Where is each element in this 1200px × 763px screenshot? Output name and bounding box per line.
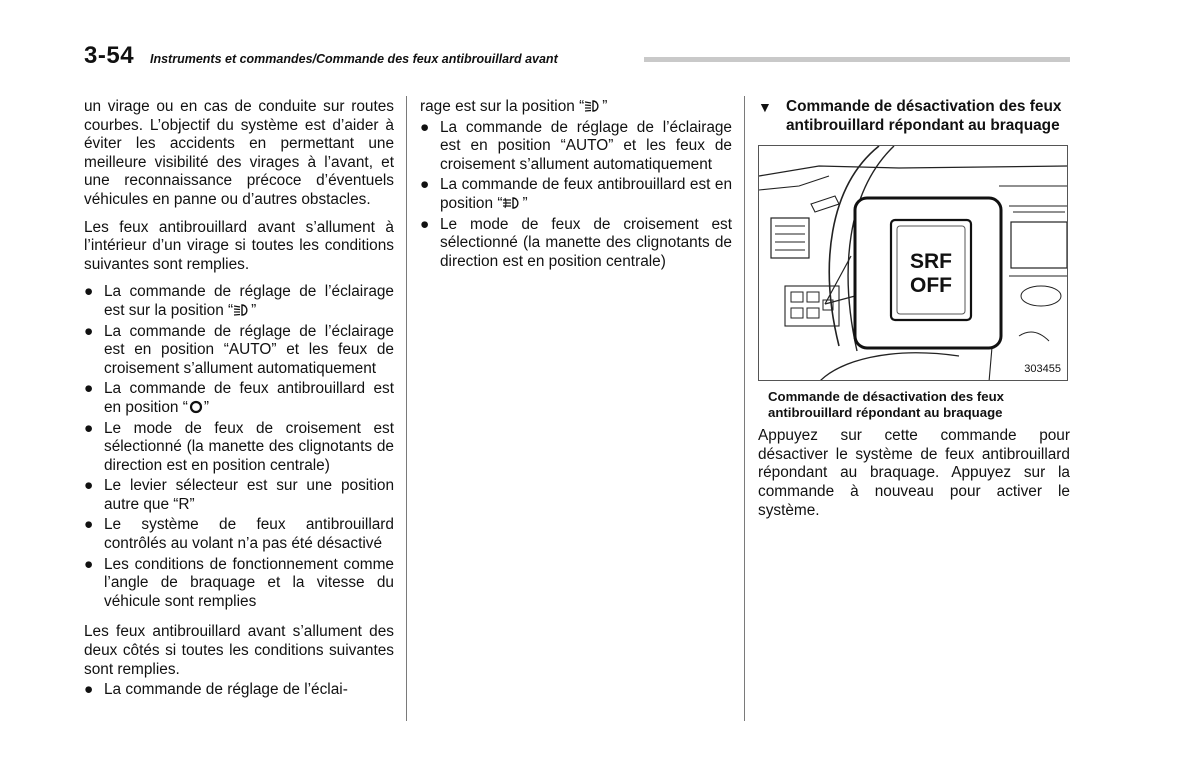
list-item [84,681,394,700]
list-item [420,119,732,175]
column-2 [420,98,732,273]
bullet-icon: ● [84,516,94,534]
list-item-text: Le levier sélecteur est sur une position autre que “R” [104,477,394,513]
list-item-text: La commande de feux antibrouillard est en position “ [104,380,394,416]
heading-text: Commande de désactivation des feux antibrouillard répondant au braquage [786,98,1062,134]
list-item [84,380,394,417]
page-number: 3-54 [84,42,135,69]
list-item [84,516,394,553]
bullet-icon: ● [84,322,94,340]
headlight-symbol-icon [584,99,602,113]
header-rule [644,57,1070,62]
list-item [420,216,732,272]
continuation-text: ” [602,98,608,115]
list-item [84,477,394,514]
list-item-text: La commande de réglage de l’éclairage est en position “AUTO” et les feux de croisement s’allument automatiquement [440,118,732,173]
figure-dashboard-illustration [758,145,1068,381]
headlight-symbol-icon [233,303,251,317]
column-divider-2 [744,96,745,721]
bullet-icon: ● [84,419,94,437]
bullet-icon: ● [420,118,430,136]
continuation-line [420,98,732,117]
subsection-heading [758,98,1070,135]
figure-caption: Commande de désactivation des feux antibrouillard répondant au braquage [768,389,1004,421]
fog-light-symbol-icon [502,196,522,210]
list-item-text: Le mode de feux de croisement est sélectionné (la manette des clignotants de direction est en position centrale) [104,419,394,474]
paragraph: un virage ou en cas de conduite sur routes courbes. L’objectif du système est d’aider à éviter les accidents en permettant une meilleure visibilité des virages à l’avant, et une reconnaissance précoce d’éventuels véhicules en panne ou d’autres obstacles. [84,98,394,208]
section-title: Instruments et commandes/Commande des feux antibrouillard avant [150,52,558,66]
continuation-text: rage est sur la position “ [420,98,585,115]
bullet-icon: ● [84,681,94,699]
list-item [84,323,394,379]
bullet-icon: ● [84,380,94,398]
list-item-text: La commande de réglage de l’éclairage est en position “AUTO” et les feux de croisement s’allument automatiquement [104,322,394,377]
list-item-text: La commande de réglage de l’éclairage est sur la position “ [104,283,394,319]
list-item-text: ” [522,194,528,212]
figure-id: 303455 [1024,363,1061,376]
dashboard-illustration [759,146,1068,381]
paragraph: Appuyez sur cette commande pour désactiver le système de feux antibrouillard répondant au braquage. Appuyez sur la commande à nouveau pour activer le système. [758,427,1070,519]
bullet-icon: ● [420,215,430,233]
bullet-icon: ● [84,555,94,573]
paragraph: Les feux antibrouillard avant s’allument des deux côtés si toutes les conditions suivantes sont remplies. [84,623,394,678]
list-item [84,420,394,476]
bullet-icon: ● [420,176,430,194]
column-divider-1 [406,96,407,721]
column-3 [758,98,1070,520]
list-item [420,176,732,213]
list-item-text: Le système de feux antibrouillard contrôlés au volant n’a pas été désactivé [104,516,394,553]
list-item-text: ” [251,301,257,319]
circle-symbol-icon [188,400,204,414]
list-item-text: Les conditions de fonctionnement comme l’angle de braquage et la vitesse du véhicule sont remplies [104,555,394,610]
list-item-text: Le mode de feux de croisement est sélectionné (la manette des clignotants de direction est en position centrale) [440,215,732,270]
down-triangle-icon: ▼ [758,99,772,115]
list-item-text: La commande de feux antibrouillard est en position “ [440,176,732,212]
list-item [84,556,394,612]
list-item-text: ” [203,398,209,416]
bullet-icon: ● [84,283,94,301]
column-1 [84,98,394,702]
list-item-text: La commande de réglage de l’éclai- [104,681,348,699]
bullet-icon: ● [84,477,94,495]
button-label-line-1: SRF [910,250,952,274]
paragraph: Les feux antibrouillard avant s’allument à l’intérieur d’un virage si toutes les conditions suivantes sont remplies. [84,218,394,273]
button-label-line-2: OFF [910,274,952,298]
page-header [84,40,1070,70]
list-item [84,283,394,320]
